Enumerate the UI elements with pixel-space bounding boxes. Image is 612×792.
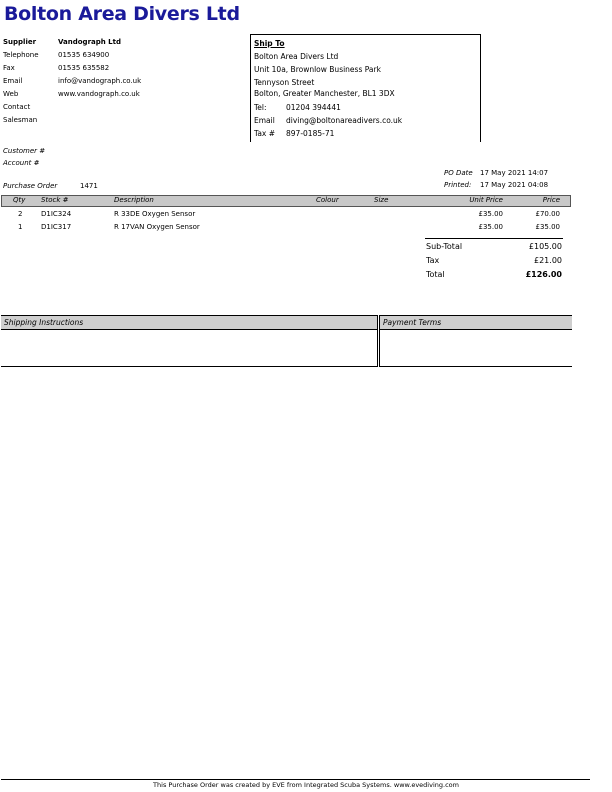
web-label: Web (3, 90, 19, 98)
footer-divider (1, 779, 590, 780)
col-size: Size (374, 196, 389, 204)
ship-to-line: Bolton Area Divers Ltd (254, 52, 339, 61)
ship-to-line: Unit 10a, Brownlow Business Park (254, 65, 381, 74)
total-label: Total (426, 270, 445, 279)
supplier-name: Vandograph Ltd (58, 38, 121, 46)
purchase-order-label: Purchase Order (3, 182, 58, 190)
item-qty: 2 (18, 210, 23, 218)
account-label: Account # (3, 159, 40, 167)
purchase-order-number: 1471 (80, 182, 98, 190)
item-qty: 1 (18, 223, 23, 231)
contact-label: Contact (3, 103, 31, 111)
ship-to-heading: Ship To (254, 39, 285, 48)
item-unit-price: £35.00 (478, 210, 503, 218)
ship-email-value: diving@boltonareadivers.co.uk (286, 116, 403, 125)
fax-value: 01535 635582 (58, 64, 110, 72)
po-date-label: PO Date (444, 169, 473, 177)
customer-label: Customer # (3, 147, 46, 155)
ship-to-line: Bolton, Greater Manchester, BL1 3DX (254, 89, 395, 98)
total-value: £126.00 (525, 270, 562, 279)
col-colour: Colour (316, 196, 339, 204)
ship-to-box (250, 34, 481, 142)
ship-to-line: Tennyson Street (254, 78, 315, 87)
salesman-label: Salesman (3, 116, 38, 124)
footer-text: This Purchase Order was created by EVE from Integrated Scuba Systems. www.evediving.com (153, 781, 459, 789)
item-price: £70.00 (535, 210, 560, 218)
payment-terms-box (379, 315, 572, 367)
subtotal-label: Sub-Total (426, 242, 463, 251)
company-title: Bolton Area Divers Ltd (4, 3, 240, 25)
col-qty: Qty (13, 196, 26, 204)
ship-email-label: Email (254, 116, 275, 125)
fax-label: Fax (3, 64, 15, 72)
col-price: Price (542, 196, 560, 204)
telephone-value: 01535 634900 (58, 51, 110, 59)
telephone-label: Telephone (3, 51, 39, 59)
email-value: info@vandograph.co.uk (58, 77, 142, 85)
printed-value: 17 May 2021 04:08 (480, 181, 549, 189)
web-value: www.vandograph.co.uk (58, 90, 140, 98)
ship-tel-value: 01204 394441 (286, 103, 341, 112)
printed-label: Printed: (444, 181, 472, 189)
item-description: R 17VAN Oxygen Sensor (114, 223, 200, 231)
item-stock: D1IC324 (41, 210, 72, 218)
item-description: R 33DE Oxygen Sensor (114, 210, 196, 218)
totals-divider (425, 238, 563, 239)
item-unit-price: £35.00 (478, 223, 503, 231)
po-date-value: 17 May 2021 14:07 (480, 169, 549, 177)
item-price: £35.00 (535, 223, 560, 231)
payment-terms-heading: Payment Terms (380, 316, 572, 330)
email-label: Email (3, 77, 23, 85)
tax-value: £21.00 (534, 256, 562, 265)
shipping-instructions-box (1, 315, 378, 367)
col-description: Description (114, 196, 154, 204)
shipping-instructions-heading: Shipping Instructions (1, 316, 377, 330)
col-stock: Stock # (41, 196, 69, 204)
ship-tel-label: Tel: (254, 103, 267, 112)
ship-tax-label: Tax # (254, 129, 276, 138)
ship-tax-value: 897-0185-71 (286, 129, 335, 138)
col-unit-price: Unit Price (469, 196, 503, 204)
subtotal-value: £105.00 (528, 242, 562, 251)
item-stock: D1IC317 (41, 223, 72, 231)
supplier-label: Supplier (3, 38, 37, 46)
tax-label: Tax (426, 256, 440, 265)
